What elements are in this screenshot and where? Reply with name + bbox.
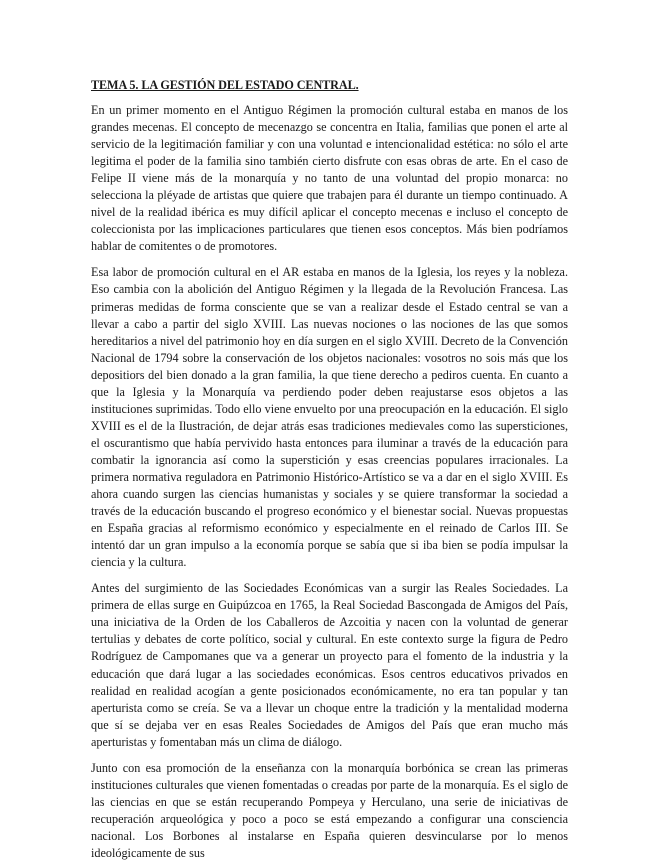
document-page: [91, 77, 568, 862]
paragraph-2: Esa labor de promoción cultural en el AR estaba en manos de la Iglesia, los reyes y la nobleza. Eso cambia con la abolición del Antiguo Régimen y la llegada de la Revolución Francesa. Las primeras medidas de forma consciente que se van a realizar desde el Estado central se van a llevar a cabo a partir del siglo XVIII. Las nuevas nociones o las nociones de las que somos hereditarios a nivel del patrimonio hoy en día surgen en el siglo XVIII. Decreto de la Convención Nacional de 1794 sobre la conservación de los objetos nacionales: vosotros no sois más que los depositiors del bien donado a la gran familia, la que tiene derecho a pediros cuenta. En cuanto a que la Iglesia y la Monarquía va perdiendo poder deben reajustarse esos objetos a las instituciones suprimidas. Todo ello viene envuelto por una preocupación en la educación. El siglo XVIII es el de la Ilustración, de dejar atrás esas tradiciones medievales como las supersticiones, el oscurantismo que había pervivido hasta entonces para iluminar a través de la educación para combatir la ignorancia así como la superstición y esas creencias populares irracionales. La primera normativa reguladora en Patrimonio Histórico-Artístico se va a dar en el siglo XVIII. Es ahora cuando surgen las ciencias humanistas y sociales y se quiere transformar la sociedad a través de la educación buscando el progreso económico y el bienestar social. Nuevas propuestas en España gracias al reformismo económico y especialmente en el reinado de Carlos III. Se intentó dar un gran impulso a la economía porque se sabía que si iba bien se podía impulsar la ciencia y la cultura.: [91, 265, 568, 570]
paragraph-4: Junto con esa promoción de la enseñanza con la monarquía borbónica se crean las primeras instituciones culturales que vienen fomentadas o creadas por parte de la monarquía. Es el siglo de las ciencias en que se están recuperando Pompeya y Herculano, una serie de iniciativas de recuperación arqueológica y poco a poco se está empezando a configurar una consciencia nacional. Los Borbones al instalarse en España quieren desvincularse por lo menos ideológicamente de sus: [91, 760, 568, 860]
paragraph-1: En un primer momento en el Antiguo Régimen la promoción cultural estaba en manos de los grandes mecenas. El concepto de mecenazgo se concentra en Italia, familias que ponen el arte al servicio de la legitimación familiar y con una voluntad e intencionalidad estética: no sólo el arte legitima el poder de la familia sino también cierto disfrute con esas obras de arte. En el caso de Felipe II viene más de la monarquía y no tanto de una voluntad del propio monarca: no selecciona la pléyade de artistas que quiere que trabajen para él durante un tiempo continuado. A nivel de la realidad ibérica es muy difícil aplicar el concepto mecenas e incluso el concepto de coleccionista por las implicaciones particulares que tienen esos conceptos. Más bien podríamos hablar de comitentes o de promotores.: [91, 103, 568, 254]
document-title: TEMA 5. LA GESTIÓN DEL ESTADO CENTRAL.: [91, 78, 359, 92]
paragraph-3: Antes del surgimiento de las Sociedades Económicas van a surgir las Reales Sociedades. La primera de ellas surge en Guipúzcoa en 1765, la Real Sociedad Bascongada de Amigos del País, una iniciativa de la Orden de los Caballeros de Azcoitia y nacen con la voluntad de generar tertulias y debates de corte político, social y cultural. En este contexto surge la figura de Pedro Rodríguez de Campomanes que va a generar un proyecto para el fomento de la industria y la educación que dará lugar a las sociedades económicas. Esos centros educativos privados en realidad en realidad acogían a gente posicionados económicamente, no era tan popular y tan aperturista como se creía. Se va a llevar un choque entre la tradición y la mentalidad moderna que sí se dejaba ver en esas Reales Sociedades de Amigos del País que eran mucho más aperturistas y fomentaban más un clima de diálogo.: [91, 581, 568, 749]
